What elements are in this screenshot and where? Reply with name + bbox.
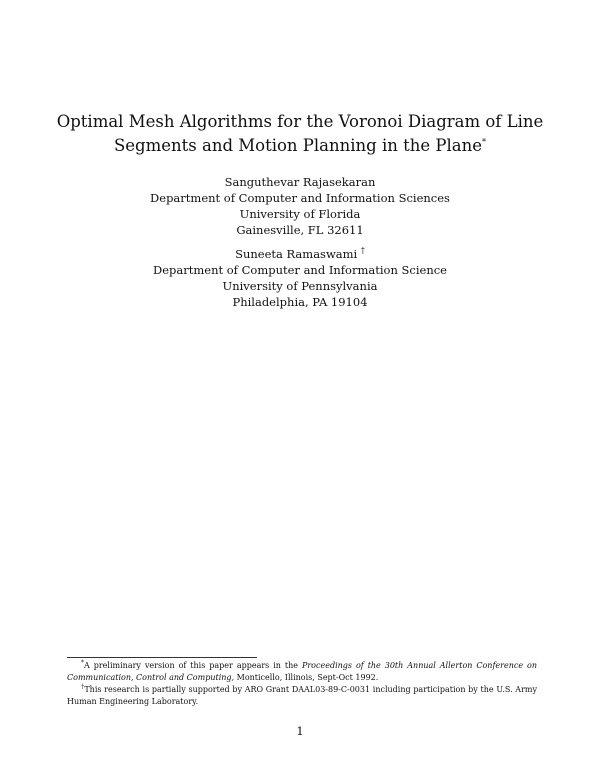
author-location: Gainesville, FL 32611 [236,223,364,237]
author-list [0,174,600,310]
footnote-divider [67,657,257,658]
footnote-2 [67,684,537,708]
author-institution: University of Pennsylvania [222,279,378,293]
author-name: Sanguthevar Rajasekaran [224,175,376,189]
author-footnote-marker: † [360,246,365,256]
title-line-2 [50,134,550,158]
author-department: Department of Computer and Information Sciences [150,191,450,205]
author-location: Philadelphia, PA 19104 [232,295,368,309]
footnotes [67,660,537,708]
author-institution: University of Florida [239,207,361,221]
title-line-1: Optimal Mesh Algorithms for the Voronoi Diagram of Line [56,112,544,131]
title-line-2-text: Segments and Motion Planning in the Plane [113,136,483,155]
author-block-2 [0,246,600,310]
author-name-line [0,246,600,262]
author-name: Suneeta Ramaswami [235,247,358,261]
footnote-1-mark: * [81,659,84,667]
title-footnote-marker: * [482,137,487,147]
author-department: Department of Computer and Information Science [153,263,447,277]
footnote-1-text-after: Monticello, Illinois, Sept-Oct 1992. [234,673,379,682]
footnote-1-text-before: A preliminary version of this paper appears in the [84,661,302,670]
author-block-1 [0,174,600,238]
paper-title [50,110,550,158]
footnote-2-mark: † [81,683,85,691]
page-number: 1 [296,724,304,738]
footnote-1-venue: Proceedings of the 30th Annual Allerton Conference on Communication, Control and Computing, [67,661,538,682]
footnote-2-text: This research is partially supported by ARO Grant DAAL03-89-C-0031 including participation by the U.S. Army Human Engineering Laboratory. [67,685,538,706]
footnote-1 [67,660,537,684]
